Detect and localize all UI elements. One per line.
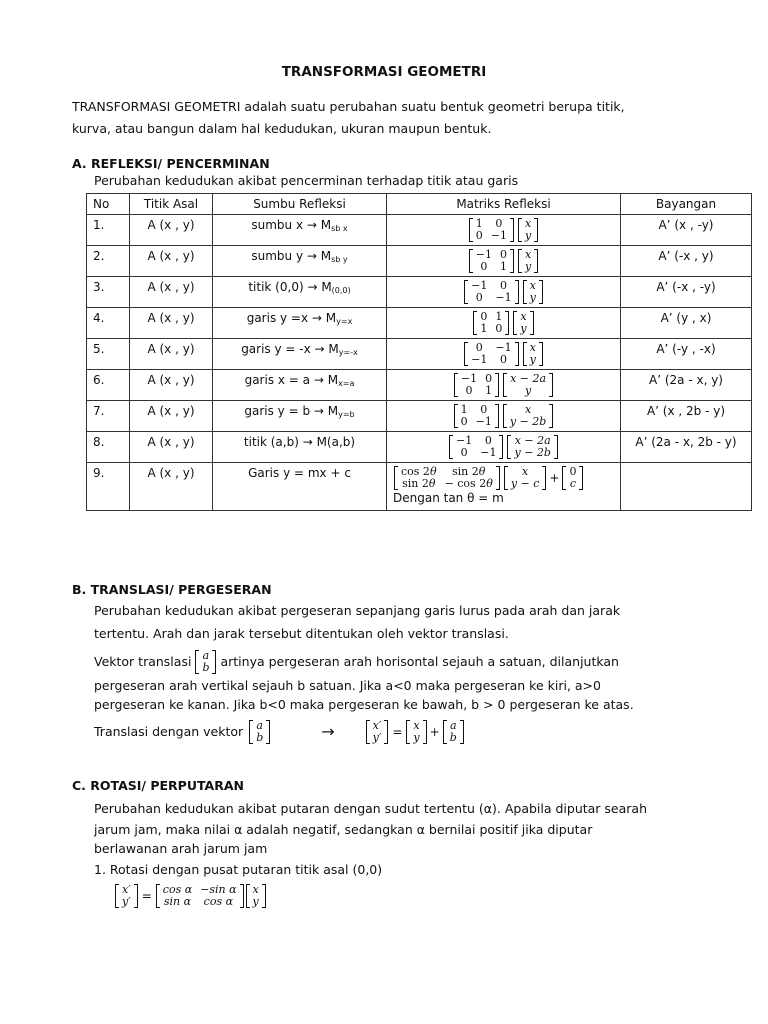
row-titik-asal: A (x , y) [130, 463, 213, 511]
translation-formula [94, 720, 465, 744]
header-no: No [87, 194, 130, 215]
table-row [87, 432, 752, 463]
header-bayangan: Bayangan [621, 194, 752, 215]
intro-line-1: TRANSFORMASI GEOMETRI adalah suatu perubahan suatu bentuk geometri berupa titik, [72, 99, 625, 114]
rotation-matrix: cos α −sin α sin α cos α [156, 884, 244, 908]
row-no: 7. [87, 401, 130, 432]
reflection-table [86, 193, 752, 511]
sumbu-text: sumbu y → M [251, 249, 332, 263]
table-row [87, 277, 752, 308]
page-title: TRANSFORMASI GEOMETRI [281, 64, 487, 80]
row-sumbu [213, 308, 387, 339]
row-no: 1. [87, 215, 130, 246]
row-titik-asal: A (x , y) [130, 215, 213, 246]
row-no: 4. [87, 308, 130, 339]
row-bayangan: A’ (2a - x, y) [621, 370, 752, 401]
row-matrix [387, 339, 621, 370]
point-vector: x y [246, 884, 266, 908]
point-vector: x − 2a y − 2b [507, 435, 557, 459]
row-bayangan: A’ (-y , -x) [621, 339, 752, 370]
section-b-p2-line3: pergeseran ke kanan. Jika b<0 maka pergeseran ke bawah, b > 0 pergeseran ke atas. [94, 697, 634, 712]
offset-vector: 0 c [562, 466, 583, 490]
reflection-matrix: 0 −1 −1 0 [464, 342, 518, 366]
sumbu-subscript: y=x [336, 317, 353, 326]
reflection-matrix: −1 0 0 −1 [464, 280, 518, 304]
row-no: 6. [87, 370, 130, 401]
point-vector: x y − 2b [503, 404, 553, 428]
section-c-p1-line1: Perubahan kedudukan akibat putaran dengan sudut tertentu (α). Apabila diputar searah [94, 801, 648, 816]
row-sumbu [213, 277, 387, 308]
point-vector: x − 2a y [503, 373, 553, 397]
row-matrix [387, 277, 621, 308]
row-sumbu [213, 401, 387, 432]
header-matriks-refleksi: Matriks Refleksi [387, 194, 621, 215]
table-row [87, 401, 752, 432]
sumbu-subscript: sb x [331, 224, 348, 233]
vektor-translasi-label: Vektor translasi [94, 654, 192, 669]
table-row [87, 215, 752, 246]
row-bayangan: A’ (y , x) [621, 308, 752, 339]
reflection-matrix: 1 0 0 −1 [469, 218, 514, 242]
point-vector: x y [513, 311, 533, 335]
sumbu-text: garis y = b → M [244, 404, 339, 418]
row-sumbu: Garis y = mx + c [213, 463, 387, 511]
sumbu-subscript: (0,0) [331, 286, 351, 295]
rotation-formula [114, 884, 267, 908]
row-no: 8. [87, 432, 130, 463]
reflection-matrix: 0 1 1 0 [473, 311, 509, 335]
translation-vector: a b [443, 720, 464, 744]
table-row [87, 370, 752, 401]
section-b-p2-line2: pergeseran arah vertikal sejauh b satuan. Jika a<0 maka pergeseran ke kiri, a>0 [94, 678, 601, 693]
image-vector: x′ y′ [366, 720, 389, 744]
sumbu-text: garis x = a → M [244, 373, 339, 387]
row-sumbu [213, 339, 387, 370]
point-vector: x y [523, 280, 543, 304]
table-row [87, 246, 752, 277]
reflection-matrix: −1 0 0 1 [469, 249, 514, 273]
plus-sign: + [549, 471, 560, 485]
sumbu-subscript: y=-x [338, 348, 358, 357]
image-vector: x′ y′ [115, 884, 138, 908]
section-b-p1-line2: tertentu. Arah dan jarak tersebut ditentukan oleh vektor translasi. [94, 626, 509, 641]
row-bayangan: A’ (-x , y) [621, 246, 752, 277]
vektor-translasi-desc: artinya pergeseran arah horisontal sejauh a satuan, dilanjutkan [220, 654, 619, 669]
row-bayangan: A’ (x , -y) [621, 215, 752, 246]
row-titik-asal: A (x , y) [130, 432, 213, 463]
row-titik-asal: A (x , y) [130, 246, 213, 277]
row-matrix [387, 463, 621, 511]
row-matrix [387, 401, 621, 432]
row-titik-asal: A (x , y) [130, 401, 213, 432]
table-header-row [87, 194, 752, 215]
table-row [87, 463, 752, 511]
table-row [87, 308, 752, 339]
header-titik-asal: Titik Asal [130, 194, 213, 215]
point-vector: x y − c [504, 466, 547, 490]
row-titik-asal: A (x , y) [130, 370, 213, 401]
reflection-matrix: −1 0 0 1 [454, 373, 499, 397]
reflection-matrix: cos 2θ sin 2θ sin 2θ − cos 2θ [394, 466, 500, 490]
table-row [87, 339, 752, 370]
row-bayangan [621, 463, 752, 511]
plus-sign: + [429, 725, 440, 739]
header-sumbu-refleksi: Sumbu Refleksi [213, 194, 387, 215]
section-b-p1-line1: Perubahan kedudukan akibat pergeseran sepanjang garis lurus pada arah dan jarak [94, 603, 621, 618]
row-titik-asal: A (x , y) [130, 308, 213, 339]
row-no: 2. [87, 246, 130, 277]
point-vector: x y [406, 720, 426, 744]
sumbu-text: sumbu x → M [251, 218, 332, 232]
row-sumbu [213, 215, 387, 246]
row-titik-asal: A (x , y) [130, 339, 213, 370]
reflection-matrix: 1 0 0 −1 [454, 404, 499, 428]
arrow-icon: → [321, 722, 335, 741]
section-b-heading: B. TRANSLASI/ PERGESERAN [72, 582, 272, 597]
point-vector: x y [518, 249, 538, 273]
row-matrix [387, 370, 621, 401]
section-a-heading: A. REFLEKSI/ PENCERMINAN [72, 156, 270, 171]
row-no: 9. [87, 463, 130, 511]
row-matrix [387, 215, 621, 246]
point-vector: x y [523, 342, 543, 366]
section-c-heading: C. ROTASI/ PERPUTARAN [72, 778, 244, 793]
row-sumbu [213, 370, 387, 401]
sumbu-subscript: sb y [331, 255, 348, 264]
sumbu-subscript: y=b [338, 410, 355, 419]
row9-note: Dengan tan θ = m [393, 491, 504, 505]
equals-sign: = [141, 889, 152, 903]
point-vector: x y [518, 218, 538, 242]
row-sumbu [213, 246, 387, 277]
row-matrix [387, 432, 621, 463]
equals-sign: = [392, 725, 403, 739]
sumbu-text: garis y =x → M [246, 311, 337, 325]
row-bayangan: A’ (2a - x, 2b - y) [621, 432, 752, 463]
row-no: 5. [87, 339, 130, 370]
row-titik-asal: A (x , y) [130, 277, 213, 308]
section-c-p1-line2: jarum jam, maka nilai α adalah negatif, sedangkan α bernilai positif jika diputar [94, 822, 593, 837]
row-no: 3. [87, 277, 130, 308]
row-sumbu: titik (a,b) → M(a,b) [213, 432, 387, 463]
reflection-matrix: −1 0 0 −1 [449, 435, 503, 459]
section-c-p1-line3: berlawanan arah jarum jam [94, 841, 268, 856]
row-matrix [387, 246, 621, 277]
section-a-desc: Perubahan kedudukan akibat pencerminan terhadap titik atau garis [94, 173, 519, 188]
sumbu-subscript: x=a [338, 379, 355, 388]
sumbu-text: titik (0,0) → M [248, 280, 332, 294]
row-bayangan: A’ (-x , -y) [621, 277, 752, 308]
translasi-label: Translasi dengan vektor [94, 724, 244, 739]
section-b-p2-line1 [94, 650, 619, 674]
rotation-item-1: 1. Rotasi dengan pusat putaran titik asal (0,0) [94, 862, 383, 877]
row-matrix [387, 308, 621, 339]
sumbu-text: garis y = -x → M [241, 342, 339, 356]
translation-vector: a b [249, 720, 270, 744]
row-bayangan: A’ (x , 2b - y) [621, 401, 752, 432]
intro-line-2: kurva, atau bangun dalam hal kedudukan, ukuran maupun bentuk. [72, 121, 492, 136]
translation-vector: a b [195, 650, 216, 674]
